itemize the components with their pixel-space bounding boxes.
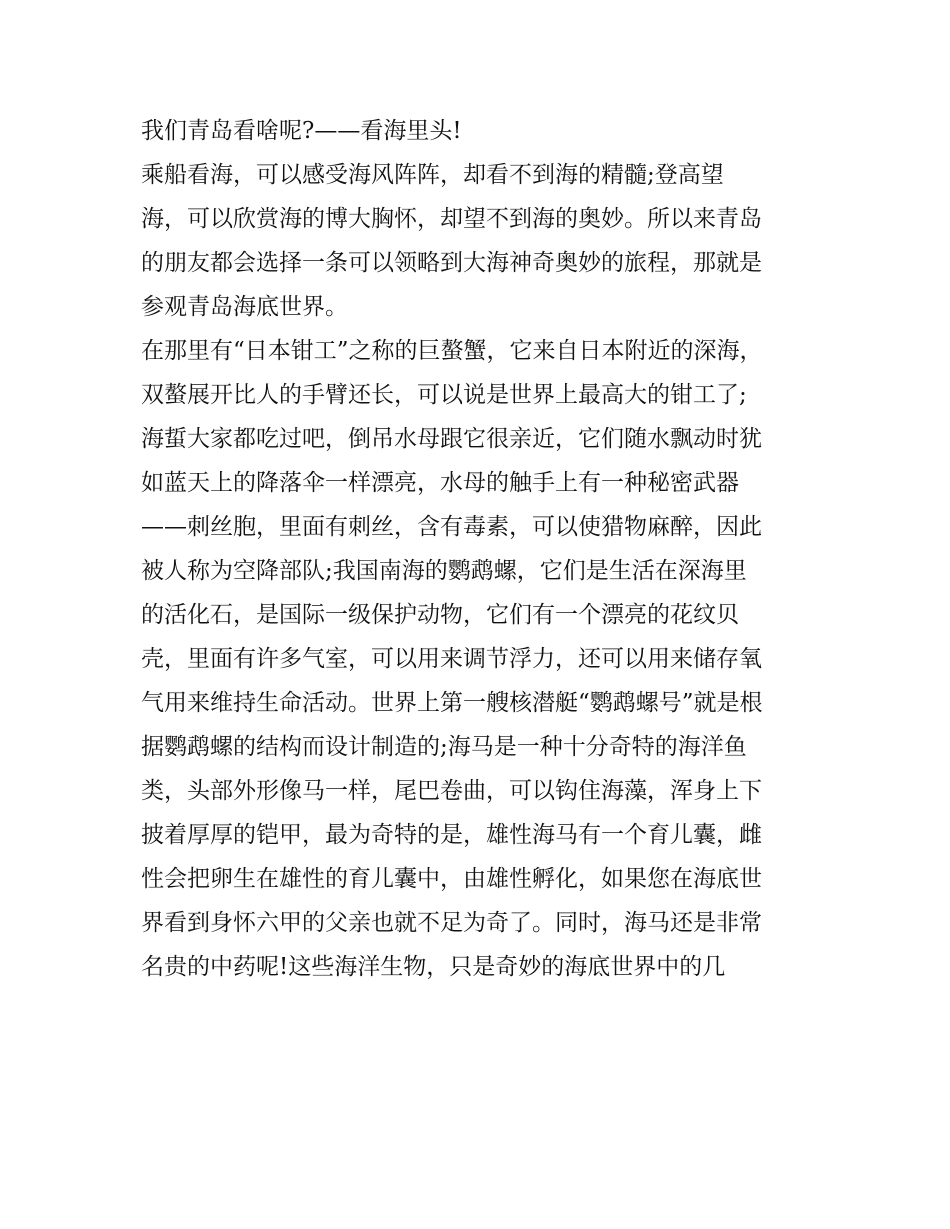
text-line: 被人称为空降部队;我国南海的鹦鹉螺，它们是生活在深海里: [141, 558, 747, 584]
text-line: 气用来维持生命活动。世界上第一艘核潜艇“鹦鹉螺号”就是根: [141, 690, 763, 716]
text-line: 界看到身怀六甲的父亲也就不足为奇了。同时，海马还是非常: [141, 910, 762, 936]
text-line: 名贵的中药呢!这些海洋生物，只是奇妙的海底世界中的几: [141, 954, 726, 980]
text-line: 海蜇大家都吃过吧，倒吊水母跟它很亲近，它们随水飘动时犹: [141, 426, 762, 452]
text-line: 参观青岛海底世界。: [141, 294, 348, 320]
text-line: 海，可以欣赏海的博大胸怀，却望不到海的奥妙。所以来青岛: [141, 206, 762, 232]
text-line: 如蓝天上的降落伞一样漂亮，水母的触手上有一种秘密武器: [141, 470, 739, 496]
text-line: 性会把卵生在雄性的育儿囊中，由雄性孵化，如果您在海底世: [141, 866, 762, 892]
text-line: 壳，里面有许多气室，可以用来调节浮力，还可以用来储存氧: [141, 646, 762, 672]
text-line: 在那里有“日本钳工”之称的巨螯蟹，它来自日本附近的深海，: [141, 338, 763, 364]
text-line: 的朋友都会选择一条可以领略到大海神奇奥妙的旅程，那就是: [141, 250, 762, 276]
text-line: ——刺丝胞，里面有刺丝，含有毒素，可以使猎物麻醉，因此: [141, 514, 762, 540]
text-line: 据鹦鹉螺的结构而设计制造的;海马是一种十分奇特的海洋鱼: [141, 734, 747, 760]
text-line: 披着厚厚的铠甲，最为奇特的是，雄性海马有一个育儿囊，雌: [141, 822, 762, 848]
body-text: [141, 109, 821, 989]
text-line: 双螯展开比人的手臂还长，可以说是世界上最高大的钳工了;: [141, 382, 747, 408]
text-line: 类，头部外形像马一样，尾巴卷曲，可以钩住海藻，浑身上下: [141, 778, 762, 804]
text-line: 的活化石，是国际一级保护动物，它们有一个漂亮的花纹贝: [141, 602, 739, 628]
text-line: 乘船看海，可以感受海风阵阵，却看不到海的精髓;登高望: [141, 162, 724, 188]
text-line-title: 我们青岛看啥呢?——看海里头!: [141, 118, 462, 144]
